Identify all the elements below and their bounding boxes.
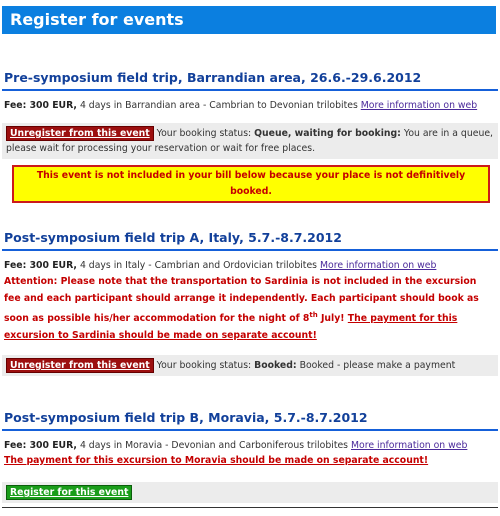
event-section-barrandian <box>0 70 500 203</box>
status-value: Booked: <box>254 360 297 372</box>
divider <box>2 249 498 251</box>
register-button[interactable]: Register for this event <box>6 485 132 500</box>
bottom-divider <box>2 507 498 508</box>
booking-status-box <box>2 123 498 159</box>
event-title: Post-symposium field trip B, Moravia, 5.7.-8.7.2012 <box>4 410 368 425</box>
booking-status-box <box>2 355 498 376</box>
fee-colon: : <box>22 440 30 451</box>
event-title: Post-symposium field trip A, Italy, 5.7.-8.7.2012 <box>4 230 342 245</box>
divider <box>2 429 498 431</box>
status-prefix: Your booking status: <box>156 128 252 139</box>
fee-colon: : <box>22 260 30 271</box>
fee-label: Fee <box>4 260 23 271</box>
unregister-button[interactable]: Unregister from this event <box>6 126 154 141</box>
register-box <box>2 482 498 503</box>
page-header: Register for events <box>2 6 496 34</box>
status-text: Booked - please make a payment <box>299 360 456 372</box>
more-info-link[interactable]: More information on web <box>320 260 437 271</box>
status-value: Queue, waiting for booking: <box>254 128 401 139</box>
event-fee-line <box>4 259 500 273</box>
divider <box>2 89 498 91</box>
event-description: 4 days in Italy - Cambrian and Ordovician trilobites <box>79 260 318 271</box>
fee-label: Fee <box>4 100 23 111</box>
event-description: 4 days in Moravia - Devonian and Carboniferous trilobites <box>79 440 349 451</box>
event-description: 4 days in Barrandian area - Cambrian to Devonian trilobites <box>79 100 358 111</box>
ordinal-suffix: th <box>309 311 318 319</box>
unregister-button[interactable]: Unregister from this event <box>6 358 154 373</box>
event-section-moravia <box>0 410 500 508</box>
fee-value: 300 EUR, <box>29 100 77 111</box>
status-prefix: Your booking status: <box>156 360 252 372</box>
event-title: Pre-symposium field trip, Barrandian area, 26.6.-29.6.2012 <box>4 70 422 85</box>
attention-date-end: July! <box>320 313 345 325</box>
not-included-warning: This event is not included in your bill below because your place is not definitively booked. <box>12 165 490 203</box>
attention-notice <box>4 273 494 344</box>
more-info-link[interactable]: More information on web <box>360 100 478 111</box>
event-fee-line <box>4 99 500 113</box>
event-section-italy <box>0 230 500 376</box>
attention-text: Attention: Please note that the transportation to Sardinia is not included in the excursion fee and each participant should arrange it independently. Each participant should book as soon as possible his/her accommodation for the night of 8 <box>4 276 479 325</box>
more-info-link[interactable]: More information on web <box>351 440 468 451</box>
fee-value: 300 EUR, <box>29 260 77 271</box>
status-text: You are in a queue, please wait for processing your reservation or wait for free places. <box>6 128 494 154</box>
fee-label: Fee <box>4 440 23 451</box>
fee-colon: : <box>22 100 30 111</box>
event-fee-line <box>4 439 500 453</box>
separate-payment-note: The payment for this excursion to Moravia should be made on separate account! <box>4 455 429 466</box>
separate-payment-note: The payment for this excursion to Sardinia should be made on separate account! <box>4 313 458 342</box>
fee-value: 300 EUR, <box>29 440 77 451</box>
